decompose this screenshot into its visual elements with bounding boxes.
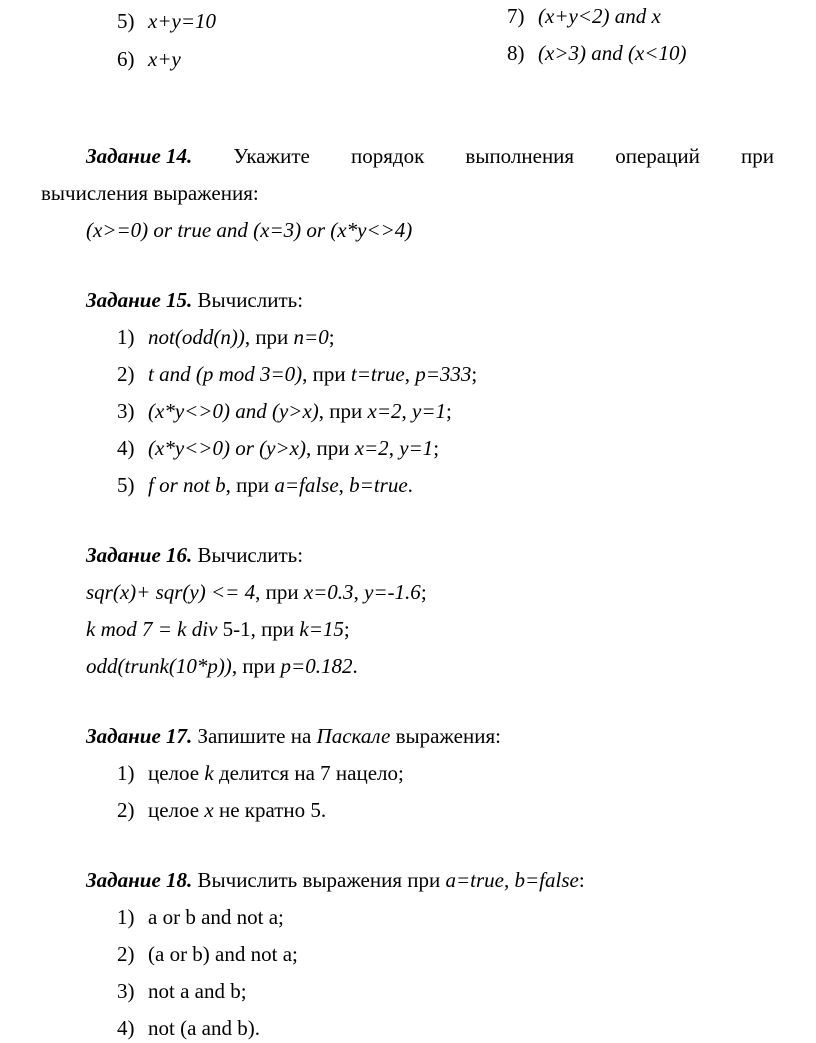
list-item	[117, 475, 413, 496]
italic-text: x=2	[354, 436, 389, 460]
italic-text: x=0.3	[303, 580, 354, 604]
task17-title: Задание 17.	[86, 724, 193, 748]
list-item	[117, 1018, 260, 1039]
item-number: 2)	[117, 798, 135, 822]
item-number: 1)	[117, 325, 135, 349]
list-item	[507, 43, 686, 64]
plain-text: ,	[401, 399, 413, 423]
task14-word: операций	[615, 144, 700, 168]
italic-text: y=1	[399, 436, 434, 460]
plain-text: , при	[302, 362, 351, 386]
italic-text: b=true	[349, 473, 408, 497]
item-number: 6)	[117, 47, 135, 71]
list-item	[117, 364, 477, 385]
italic-text: y=1	[412, 399, 447, 423]
italic-text: f or not b	[148, 473, 226, 497]
italic-text: p=0.182	[280, 654, 353, 678]
italic-text: sqr(x)+ sqr(y) <= 4	[86, 580, 256, 604]
task14-expression: (x>=0) or true and (x=3) or (x*y<>4)	[86, 218, 413, 242]
plain-text: ;	[420, 580, 427, 604]
italic-text: k=15	[299, 617, 344, 641]
plain-text: 5-1, при	[217, 617, 300, 641]
item-number: 8)	[507, 41, 525, 65]
task14-word: порядок	[351, 144, 425, 168]
list-item	[117, 327, 335, 348]
italic-text: a=false	[274, 473, 339, 497]
task14-word: выполнения	[465, 144, 575, 168]
item-number: 4)	[117, 1016, 135, 1040]
italic-text: k	[204, 761, 214, 785]
task16-heading	[86, 545, 303, 566]
italic-text: x=2	[367, 399, 402, 423]
item-expression: (x+y<2) and x	[538, 4, 661, 28]
item-number: 4)	[117, 436, 135, 460]
task18-title: Задание 18.	[86, 868, 193, 892]
item-number: 3)	[117, 979, 135, 1003]
item-number: 5)	[117, 473, 135, 497]
plain-text: целое	[148, 761, 205, 785]
task14-word: Укажите	[233, 144, 310, 168]
list-item	[117, 438, 439, 459]
item-number: 7)	[507, 4, 525, 28]
task17-intro: Запишите на	[197, 724, 312, 748]
task15-title: Задание 15.	[86, 288, 193, 312]
plain-text: , при	[305, 436, 355, 460]
item-number: 1)	[117, 761, 135, 785]
list-item	[117, 907, 284, 928]
list-item	[117, 763, 404, 784]
plain-text: ,	[504, 868, 515, 892]
list-item	[117, 800, 326, 821]
plain-text: ,	[338, 473, 350, 497]
italic-text: not(odd(n))	[148, 325, 245, 349]
item-expression: not a and b;	[148, 979, 247, 1003]
task14-title: Задание 14.	[86, 144, 193, 168]
plain-text: делится на 7 нацело;	[213, 761, 404, 785]
item-number: 1)	[117, 905, 135, 929]
italic-text: b=false	[514, 868, 579, 892]
plain-text: ,	[353, 580, 365, 604]
plain-text: ,	[388, 436, 400, 460]
italic-text: t and (p mod 3=0)	[148, 362, 303, 386]
item-number: 3)	[117, 399, 135, 423]
item-expression: (x>3) and (x<10)	[538, 41, 687, 65]
task16-line	[86, 619, 350, 640]
plain-text: не кратно 5.	[213, 798, 327, 822]
item-expression: (a or b) and not a;	[148, 942, 298, 966]
plain-text: ;	[343, 617, 350, 641]
italic-text: k mod 7 = k div	[86, 617, 218, 641]
plain-text: .	[407, 473, 413, 497]
list-item	[117, 401, 452, 422]
italic-text: n=0	[293, 325, 329, 349]
plain-text: ;	[433, 436, 440, 460]
italic-text: a=true	[445, 868, 504, 892]
list-item	[117, 981, 247, 1002]
plain-text: , при	[231, 654, 281, 678]
italic-text: odd(trunk(10*p))	[86, 654, 232, 678]
task16-title: Задание 16.	[86, 543, 193, 567]
plain-text: , при	[225, 473, 275, 497]
item-expression: a or b and not a;	[148, 905, 284, 929]
list-item	[117, 944, 298, 965]
task17-intro-end: выражения:	[395, 724, 501, 748]
item-number: 2)	[117, 942, 135, 966]
list-item	[117, 49, 181, 70]
task14-word: при	[740, 144, 774, 168]
task16-line	[86, 656, 358, 677]
task14-first-line	[86, 146, 774, 167]
item-expression: x+y	[148, 47, 181, 71]
plain-text: ;	[471, 362, 478, 386]
task18-intro	[192, 868, 584, 892]
item-expression: not (a and b).	[148, 1016, 260, 1040]
italic-text: y=-1.6	[364, 580, 421, 604]
italic-text: x	[204, 798, 214, 822]
task14-second-line: вычисления выражения:	[41, 181, 259, 205]
italic-text: (x*y<>0) or (y>x)	[148, 436, 306, 460]
italic-text: p=333	[415, 362, 472, 386]
item-number: 2)	[117, 362, 135, 386]
plain-text: Вычислить выражения при	[192, 868, 446, 892]
task16-intro: Вычислить:	[197, 543, 304, 567]
italic-text: t=true	[350, 362, 405, 386]
plain-text: ;	[328, 325, 335, 349]
plain-text: , при	[255, 580, 304, 604]
plain-text: ,	[404, 362, 416, 386]
plain-text: , при	[244, 325, 294, 349]
plain-text: , при	[318, 399, 368, 423]
list-item	[117, 11, 216, 32]
item-expression: x+y=10	[148, 9, 216, 33]
plain-text: :	[578, 868, 585, 892]
task15-intro: Вычислить:	[197, 288, 304, 312]
task17-intro-language: Паскале	[316, 724, 391, 748]
plain-text: .	[352, 654, 358, 678]
task16-line	[86, 582, 427, 603]
plain-text: целое	[148, 798, 205, 822]
task15-heading	[86, 290, 303, 311]
item-number: 5)	[117, 9, 135, 33]
plain-text: ;	[446, 399, 452, 423]
task18-heading	[86, 870, 585, 891]
italic-text: (x*y<>0) and (y>x)	[148, 399, 319, 423]
task17-heading	[86, 726, 501, 747]
list-item	[507, 6, 661, 27]
